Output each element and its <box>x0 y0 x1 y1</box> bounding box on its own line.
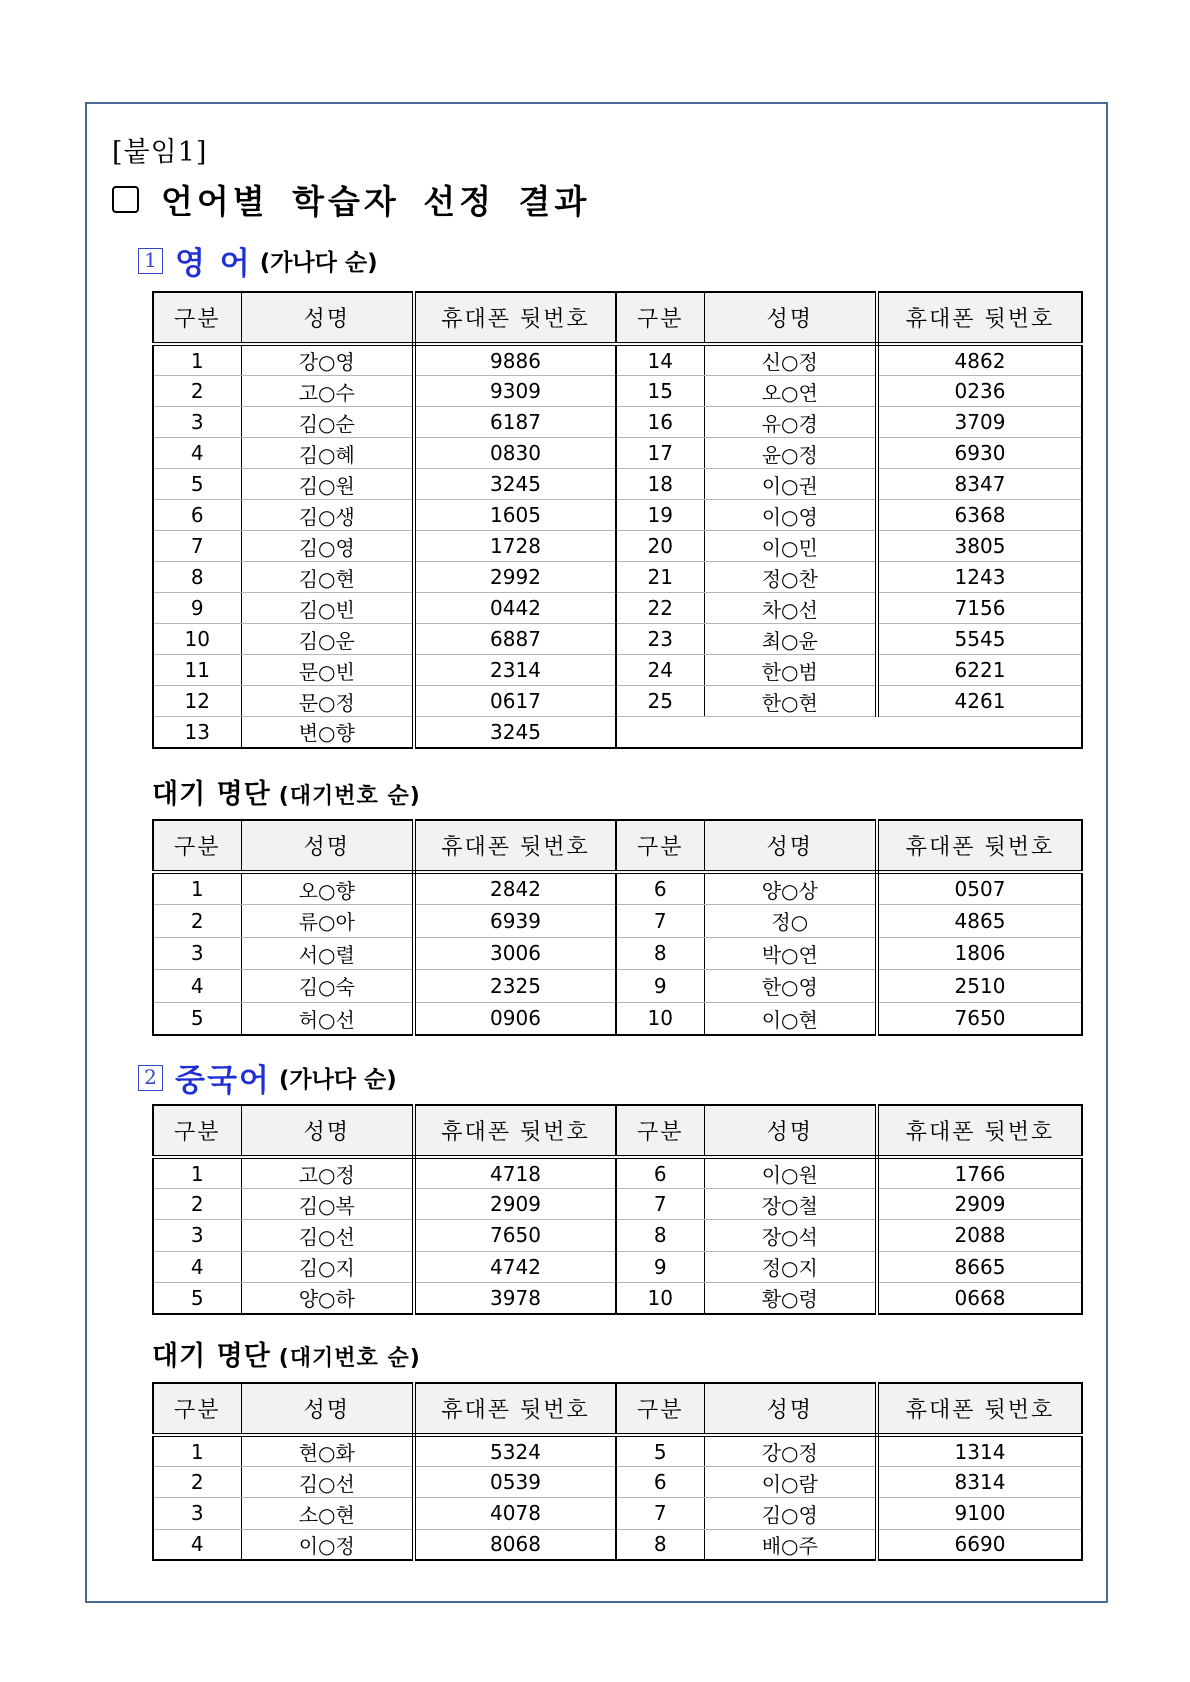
section-language: 중국어 <box>175 1063 271 1099</box>
cell-number: 12 <box>153 686 241 717</box>
cell-name: 이○영 <box>704 500 877 531</box>
waitlist-order: (대기번호 순) <box>278 784 421 809</box>
table-row <box>153 686 1082 717</box>
cell-number: 2 <box>153 1467 241 1498</box>
english-waitlist-table <box>152 819 1083 1036</box>
cell-name: 문○빈 <box>241 655 414 686</box>
cell-phone: 1728 <box>414 531 616 562</box>
column-header: 성명 <box>241 1105 414 1157</box>
cell-phone: 2992 <box>414 562 616 593</box>
column-header: 휴대폰 뒷번호 <box>414 1105 616 1157</box>
table-row <box>153 624 1082 655</box>
cell-phone: 0442 <box>414 593 616 624</box>
cell-name: 소○현 <box>241 1498 414 1529</box>
table-row <box>153 1435 1082 1467</box>
cell-phone: 8068 <box>414 1529 616 1560</box>
section-heading-chinese <box>138 1055 397 1100</box>
cell-number: 8 <box>616 1220 704 1251</box>
cell-number: 9 <box>616 970 704 1003</box>
column-header: 휴대폰 뒷번호 <box>414 1383 616 1435</box>
column-header: 구분 <box>153 1105 241 1157</box>
cell-phone: 8665 <box>877 1251 1082 1282</box>
cell-name: 배○주 <box>704 1529 877 1560</box>
cell-number: 7 <box>616 1498 704 1529</box>
cell-phone: 0830 <box>414 438 616 469</box>
waitlist-heading-english <box>152 772 421 811</box>
cell-number: 5 <box>153 1002 241 1035</box>
cell-number: 8 <box>616 937 704 970</box>
cell-number: 9 <box>616 1251 704 1282</box>
section-language: 영 어 <box>175 246 252 282</box>
cell-number: 1 <box>153 872 241 905</box>
section-number-box: 1 <box>138 248 163 274</box>
table-row <box>153 469 1082 500</box>
cell-phone: 3805 <box>877 531 1082 562</box>
cell-number: 1 <box>153 344 241 376</box>
cell-name: 김○지 <box>241 1251 414 1282</box>
english-selected-table <box>152 291 1083 749</box>
cell-name: 문○정 <box>241 686 414 717</box>
table-row <box>153 1529 1082 1560</box>
cell-name: 양○상 <box>704 872 877 905</box>
cell-number: 6 <box>153 500 241 531</box>
table-row <box>153 905 1082 938</box>
table-row <box>153 1467 1082 1498</box>
cell-number: 7 <box>616 905 704 938</box>
table-row <box>153 1157 1082 1189</box>
cell-number: 3 <box>153 937 241 970</box>
cell-number: 11 <box>153 655 241 686</box>
cell-name: 장○석 <box>704 1220 877 1251</box>
cell-phone: 6187 <box>414 407 616 438</box>
cell-number: 4 <box>153 970 241 1003</box>
column-header: 휴대폰 뒷번호 <box>877 1383 1082 1435</box>
cell-phone: 3709 <box>877 407 1082 438</box>
cell-name: 김○영 <box>704 1498 877 1529</box>
table-row <box>153 1498 1082 1529</box>
cell-name: 김○생 <box>241 500 414 531</box>
attachment-label: [붙임1] <box>112 137 208 168</box>
cell-number: 3 <box>153 1498 241 1529</box>
cell-phone: 5545 <box>877 624 1082 655</box>
cell-number: 10 <box>616 1282 704 1313</box>
main-title <box>112 176 590 223</box>
table-row <box>153 1251 1082 1282</box>
table-row <box>153 655 1082 686</box>
cell-name: 고○수 <box>241 376 414 407</box>
cell-phone: 2510 <box>877 970 1082 1003</box>
cell-phone: 9309 <box>414 376 616 407</box>
cell-name: 오○향 <box>241 872 414 905</box>
cell-number: 2 <box>153 376 241 407</box>
cell-phone: 6690 <box>877 1529 1082 1560</box>
table-row <box>153 500 1082 531</box>
cell-name: 정○지 <box>704 1251 877 1282</box>
table-row <box>153 937 1082 970</box>
column-header: 성명 <box>704 292 877 344</box>
cell-number: 1 <box>153 1435 241 1467</box>
cell-name: 현○화 <box>241 1435 414 1467</box>
cell-number: 2 <box>153 905 241 938</box>
column-header: 휴대폰 뒷번호 <box>414 292 616 344</box>
main-title-text: 언어별 학습자 선정 결과 <box>161 182 591 221</box>
cell-name: 김○혜 <box>241 438 414 469</box>
cell-number: 10 <box>616 1002 704 1035</box>
table-row <box>153 376 1082 407</box>
cell-number: 17 <box>616 438 704 469</box>
cell-name: 오○연 <box>704 376 877 407</box>
cell-number: 5 <box>153 1282 241 1313</box>
cell-number: 9 <box>153 593 241 624</box>
cell-phone: 7650 <box>877 1002 1082 1035</box>
column-header: 휴대폰 뒷번호 <box>877 292 1082 344</box>
cell-name: 김○현 <box>241 562 414 593</box>
cell-number: 4 <box>153 438 241 469</box>
column-header: 구분 <box>616 1105 704 1157</box>
cell-name: 허○선 <box>241 1002 414 1035</box>
cell-phone: 7650 <box>414 1220 616 1251</box>
cell-phone: 0617 <box>414 686 616 717</box>
cell-phone: 4261 <box>877 686 1082 717</box>
cell-phone: 7156 <box>877 593 1082 624</box>
cell-name: 김○빈 <box>241 593 414 624</box>
cell-number: 6 <box>616 1157 704 1189</box>
cell-phone: 0906 <box>414 1002 616 1035</box>
section-number-box: 2 <box>138 1065 163 1091</box>
cell-phone: 1314 <box>877 1435 1082 1467</box>
cell-name: 양○하 <box>241 1282 414 1313</box>
cell-phone: 2325 <box>414 970 616 1003</box>
cell-number: 7 <box>153 531 241 562</box>
cell-phone: 6221 <box>877 655 1082 686</box>
column-header: 성명 <box>241 820 414 872</box>
column-header: 성명 <box>704 1383 877 1435</box>
cell-number: 14 <box>616 344 704 376</box>
cell-phone: 6887 <box>414 624 616 655</box>
cell-phone: 1605 <box>414 500 616 531</box>
header-row <box>153 1105 1082 1157</box>
cell-phone: 9100 <box>877 1498 1082 1529</box>
column-header: 휴대폰 뒷번호 <box>414 820 616 872</box>
cell-phone: 2842 <box>414 872 616 905</box>
cell-name: 김○복 <box>241 1189 414 1220</box>
cell-name: 이○정 <box>241 1529 414 1560</box>
cell-number: 24 <box>616 655 704 686</box>
cell-name: 김○운 <box>241 624 414 655</box>
column-header: 구분 <box>616 1383 704 1435</box>
section-order: (가나다 순) <box>259 250 378 276</box>
column-header: 휴대폰 뒷번호 <box>877 1105 1082 1157</box>
cell-name: 한○범 <box>704 655 877 686</box>
cell-name: 정○찬 <box>704 562 877 593</box>
cell-number: 7 <box>616 1189 704 1220</box>
table-row <box>153 531 1082 562</box>
cell-name: 이○람 <box>704 1467 877 1498</box>
checkbox-square-icon <box>112 186 139 213</box>
cell-number: 19 <box>616 500 704 531</box>
cell-number: 23 <box>616 624 704 655</box>
table-row <box>153 438 1082 469</box>
cell-name: 류○아 <box>241 905 414 938</box>
cell-number: 15 <box>616 376 704 407</box>
cell-number: 5 <box>616 1435 704 1467</box>
table-row <box>153 407 1082 438</box>
cell-name: 정○ <box>704 905 877 938</box>
cell-number: 3 <box>153 407 241 438</box>
table-row <box>153 593 1082 624</box>
cell-number: 25 <box>616 686 704 717</box>
header-row <box>153 292 1082 344</box>
cell-name: 강○영 <box>241 344 414 376</box>
chinese-waitlist-table <box>152 1382 1083 1561</box>
cell-phone: 6939 <box>414 905 616 938</box>
cell-phone: 3006 <box>414 937 616 970</box>
waitlist-heading-chinese <box>152 1334 421 1373</box>
cell-number: 4 <box>153 1529 241 1560</box>
cell-name: 한○현 <box>704 686 877 717</box>
cell-number: 8 <box>153 562 241 593</box>
column-header: 휴대폰 뒷번호 <box>877 820 1082 872</box>
cell-name: 황○령 <box>704 1282 877 1313</box>
cell-number: 13 <box>153 717 241 748</box>
cell-name: 이○민 <box>704 531 877 562</box>
cell-name: 서○렬 <box>241 937 414 970</box>
cell-name: 한○영 <box>704 970 877 1003</box>
cell-phone: 8314 <box>877 1467 1082 1498</box>
cell-number: 5 <box>153 469 241 500</box>
section-order: (가나다 순) <box>278 1067 397 1093</box>
cell-name: 박○연 <box>704 937 877 970</box>
cell-phone: 9886 <box>414 344 616 376</box>
cell-phone: 6930 <box>877 438 1082 469</box>
cell-number: 20 <box>616 531 704 562</box>
waitlist-order: (대기번호 순) <box>278 1346 421 1371</box>
cell-phone: 3245 <box>414 717 616 748</box>
cell-phone: 0668 <box>877 1282 1082 1313</box>
table-row <box>153 1002 1082 1035</box>
cell-name: 김○원 <box>241 469 414 500</box>
empty-cell <box>616 717 1082 748</box>
column-header: 구분 <box>616 292 704 344</box>
waitlist-title: 대기 명단 <box>152 1341 271 1372</box>
cell-number: 18 <box>616 469 704 500</box>
waitlist-title: 대기 명단 <box>152 779 271 810</box>
cell-phone: 1243 <box>877 562 1082 593</box>
cell-phone: 1766 <box>877 1157 1082 1189</box>
cell-number: 2 <box>153 1189 241 1220</box>
cell-number: 4 <box>153 1251 241 1282</box>
column-header: 구분 <box>153 292 241 344</box>
cell-name: 김○숙 <box>241 970 414 1003</box>
header-row <box>153 820 1082 872</box>
cell-name: 이○권 <box>704 469 877 500</box>
cell-name: 최○윤 <box>704 624 877 655</box>
section-heading-english <box>138 238 378 283</box>
column-header: 성명 <box>241 1383 414 1435</box>
cell-name: 유○경 <box>704 407 877 438</box>
cell-name: 장○철 <box>704 1189 877 1220</box>
table-row <box>153 717 1082 748</box>
cell-phone: 2314 <box>414 655 616 686</box>
table-row <box>153 970 1082 1003</box>
table-row <box>153 1220 1082 1251</box>
cell-name: 신○정 <box>704 344 877 376</box>
cell-number: 3 <box>153 1220 241 1251</box>
cell-phone: 5324 <box>414 1435 616 1467</box>
cell-name: 변○향 <box>241 717 414 748</box>
cell-name: 강○정 <box>704 1435 877 1467</box>
cell-phone: 8347 <box>877 469 1082 500</box>
cell-name: 윤○정 <box>704 438 877 469</box>
table-row <box>153 344 1082 376</box>
column-header: 구분 <box>153 1383 241 1435</box>
cell-name: 김○순 <box>241 407 414 438</box>
cell-number: 8 <box>616 1529 704 1560</box>
cell-phone: 4718 <box>414 1157 616 1189</box>
cell-name: 김○선 <box>241 1220 414 1251</box>
cell-number: 6 <box>616 872 704 905</box>
column-header: 구분 <box>616 820 704 872</box>
column-header: 성명 <box>704 820 877 872</box>
cell-phone: 1806 <box>877 937 1082 970</box>
cell-number: 16 <box>616 407 704 438</box>
cell-name: 차○선 <box>704 593 877 624</box>
cell-phone: 4862 <box>877 344 1082 376</box>
cell-phone: 0507 <box>877 872 1082 905</box>
cell-phone: 6368 <box>877 500 1082 531</box>
cell-phone: 3245 <box>414 469 616 500</box>
cell-phone: 4078 <box>414 1498 616 1529</box>
cell-number: 22 <box>616 593 704 624</box>
column-header: 성명 <box>704 1105 877 1157</box>
column-header: 구분 <box>153 820 241 872</box>
cell-phone: 4742 <box>414 1251 616 1282</box>
cell-phone: 2909 <box>414 1189 616 1220</box>
column-header: 성명 <box>241 292 414 344</box>
header-row <box>153 1383 1082 1435</box>
table-row <box>153 1282 1082 1313</box>
cell-phone: 2088 <box>877 1220 1082 1251</box>
table-row <box>153 562 1082 593</box>
cell-phone: 0236 <box>877 376 1082 407</box>
cell-name: 고○정 <box>241 1157 414 1189</box>
cell-name: 이○원 <box>704 1157 877 1189</box>
cell-name: 이○현 <box>704 1002 877 1035</box>
cell-phone: 3978 <box>414 1282 616 1313</box>
table-row <box>153 872 1082 905</box>
cell-phone: 0539 <box>414 1467 616 1498</box>
cell-name: 김○선 <box>241 1467 414 1498</box>
cell-phone: 2909 <box>877 1189 1082 1220</box>
chinese-selected-table <box>152 1104 1083 1315</box>
cell-number: 21 <box>616 562 704 593</box>
cell-number: 1 <box>153 1157 241 1189</box>
cell-name: 김○영 <box>241 531 414 562</box>
cell-number: 10 <box>153 624 241 655</box>
cell-number: 6 <box>616 1467 704 1498</box>
cell-phone: 4865 <box>877 905 1082 938</box>
table-row <box>153 1189 1082 1220</box>
